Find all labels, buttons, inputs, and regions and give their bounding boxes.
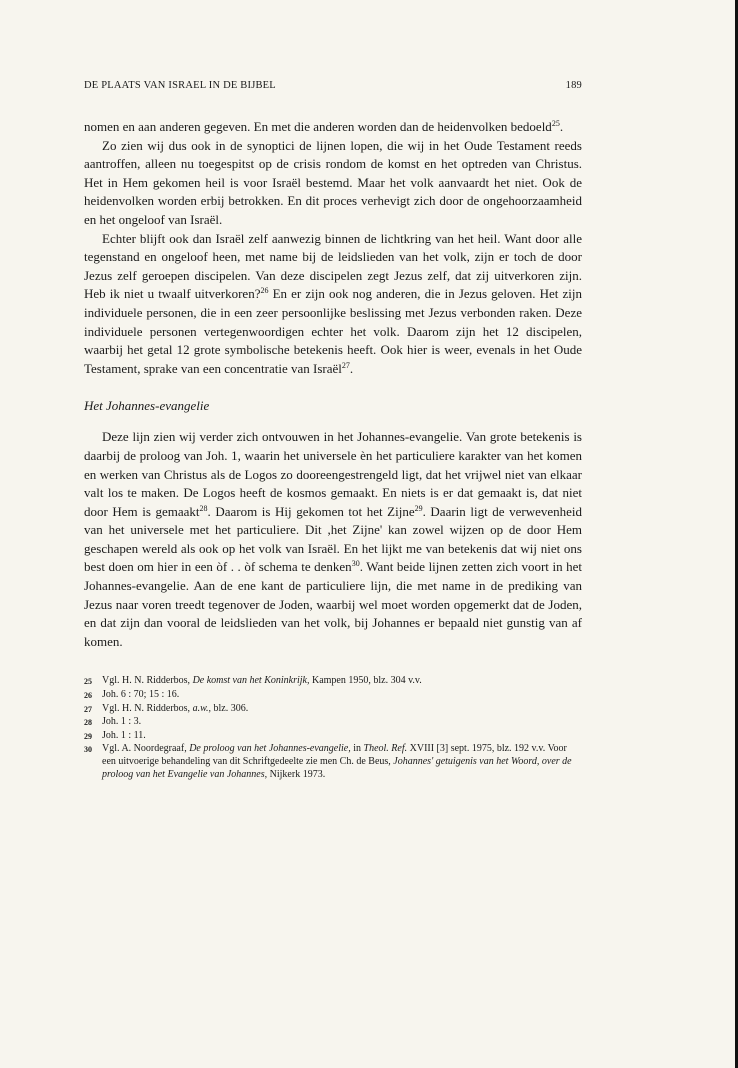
footnote-number: 29	[84, 731, 92, 741]
footnote-ref: 27	[341, 360, 350, 370]
paragraph-text: nomen en aan anderen gegeven. En met die anderen worden dan de heidenvolken bedoeld	[84, 119, 552, 134]
footnote	[84, 743, 582, 781]
footnote-number: 30	[84, 745, 92, 755]
footnote-text	[102, 703, 582, 717]
footnote-ref: 30	[351, 559, 360, 569]
footnote-text: Joh. 1 : 3.	[102, 716, 142, 728]
paragraph-2: Zo zien wij dus ook in de synoptici de lijnen lopen, die wij in het Oude Testament reeds aantroffen, alleen nu toegespitst op de crisis rondom de komst en het optreden van Christus. Het in Hem gekomen heil is voor Israël bestemd. Maar het volk aanvaardt het niet. Ook de heidenvolken worden erbij betrokken. En dit proces verhevigt zich door de ongehoorzaamheid en het ongeloof van Israël.	[84, 137, 582, 227]
paragraph-text: .	[559, 119, 564, 134]
page-header	[84, 80, 582, 98]
paragraph-text: .	[349, 360, 354, 376]
paragraph-text: En er zijn ook nog anderen, die in Jezus geloven. Het zijn individuele personen, die in een zeer persoonlijke beslissing met Jezus verbonden raken. Deze individuele personen vertegenwoordigen echter het volk. Daarom zijn het 12 discipelen, waarbij het getal 12 grote symbolische betekenis heeft. Ook hier is weer, evenals in het Oude Testament, sprake van een concentratie van Israël	[84, 286, 583, 376]
footnote-number: 27	[84, 704, 92, 714]
paragraph-text: Echter blijft ook dan Israël zelf aanwezig binnen de lichtkring van het heil. Want door alle tegenstand en ongeloof heen, met name bij de leidslieden van het volk, zijn er toch de door Jezus zelf geroepen discipelen. Van deze discipelen zegt Jezus zelf, dat zij uitverkoren zijn. Heb ik niet u twaalf uitverkoren?	[84, 230, 582, 302]
paragraph-4	[84, 428, 582, 651]
footnote	[84, 689, 582, 703]
footnote-part: Nijkerk 1973.	[267, 768, 326, 780]
footnote-part: Vgl. A. Noordegraaf,	[102, 743, 190, 755]
footnote-ref: 28	[199, 503, 208, 513]
footnote-part: Kampen 1950, blz. 304 v.v.	[309, 675, 422, 687]
paragraph-text: Deze lijn zien wij verder zich ontvouwen in het Johannes-evangelie. Van grote betekenis is daarbij de proloog van Joh. 1, waarin het universele èn het particuliere karakter van het komen en werken van Christus als de Logos zo dooreengestrengeld ligt, dat het vrijwel niet van elkaar valt los te maken. De Logos heeft de kosmos gemaakt. En niets is er dat gemaakt is, dat niet door Hem is gemaakt	[84, 429, 582, 519]
footnote-text	[102, 675, 582, 689]
paragraph-1	[84, 118, 582, 137]
footnote-journal: Theol. Ref.	[363, 743, 408, 755]
footnote-text: Joh. 1 : 11.	[102, 729, 146, 741]
footnote-part: blz. 306.	[211, 702, 249, 714]
section-heading: Het Johannes-evangelie	[84, 398, 210, 414]
footnote-number: 28	[84, 718, 92, 728]
footnote-part: XVIII [3] sept. 1975, blz. 192 v.v. Voor een uitvoerige behandeling van dit Schriftgedeelte zie men Ch. de Beus,	[102, 743, 567, 767]
footnote-part: in	[350, 743, 364, 755]
footnote-ref: 29	[414, 503, 423, 513]
paragraph-text: . Want beide lijnen zetten zich voort in het Johannes-evangelie. Aan de ene kant de particuliere lijn, die met name in de prediking van Jezus naar voren treedt tegenover de Joden, waarbij wel moet worden opgemerkt dat de Joden, en dat zijn dan vooral de leidslieden van het volk, bij Johannes er bepaald niet gunstig van af komen.	[84, 559, 582, 649]
footnote-part: Vgl. H. N. Ridderbos,	[102, 675, 193, 687]
footnotes	[84, 675, 582, 781]
footnote-part: Vgl. H. N. Ridderbos,	[102, 702, 193, 714]
paragraph-3	[84, 230, 582, 379]
footnote	[84, 703, 582, 717]
footnote	[84, 675, 582, 689]
footnote-text: Joh. 6 : 70; 15 : 16.	[102, 689, 180, 701]
footnote-number: 26	[84, 691, 92, 701]
paragraph-text: . Daarom is Hij gekomen tot het Zijne	[207, 503, 415, 519]
footnote-number: 25	[84, 677, 92, 687]
footnote-title: De proloog van het Johannes-evangelie,	[189, 743, 351, 755]
footnote	[84, 730, 582, 744]
footnote-title: Johannes' getuigenis van het Woord, over de proloog van het Evangelie van Johannes,	[102, 756, 572, 780]
footnote	[84, 716, 582, 730]
footnote-title: De komst van het Koninkrijk,	[192, 675, 310, 687]
running-title: DE PLAATS VAN ISRAEL IN DE BIJBEL	[84, 80, 276, 91]
section-body	[84, 428, 582, 651]
footnote-text	[102, 743, 582, 781]
body-text	[84, 118, 582, 378]
footnote-ref: 25	[551, 119, 560, 128]
footnote-ref: 26	[260, 286, 269, 296]
book-page	[84, 80, 582, 781]
page-number: 189	[565, 80, 582, 91]
footnote-title: a.w.,	[192, 702, 211, 714]
paragraph-text: . Daarin ligt de verwevenheid van het universele met het particuliere. Dit ,het Zijne' kan zowel wijzen op de door Hem geschapen wereld als ook op het volk van Israël. En het lijkt me van betekenis dat wij niet ons best doen om hier in een òf . . òf schema te denken	[84, 503, 582, 575]
